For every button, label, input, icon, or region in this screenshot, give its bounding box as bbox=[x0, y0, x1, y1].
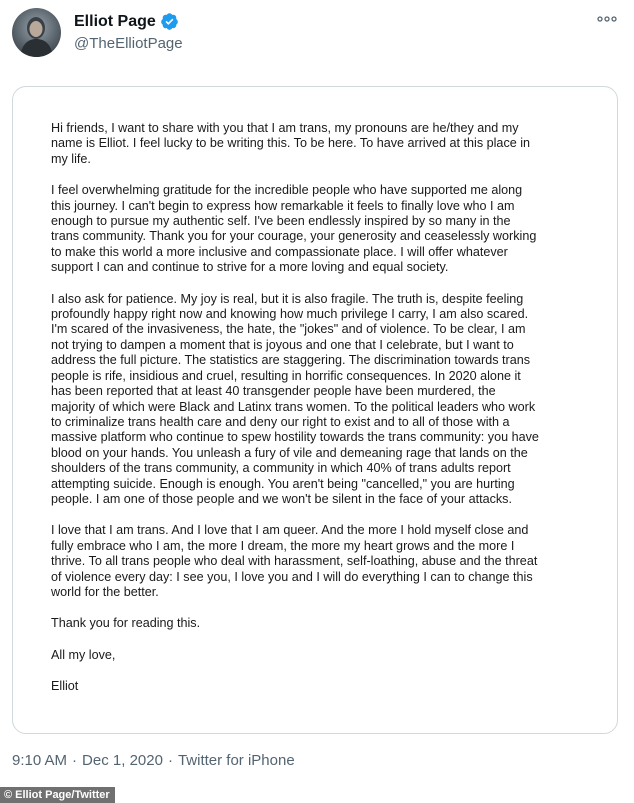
meta-separator: · bbox=[167, 752, 173, 769]
author-display-name[interactable]: Elliot Page bbox=[74, 12, 156, 30]
tweet-header bbox=[0, 0, 634, 70]
avatar-photo-icon bbox=[12, 8, 61, 57]
avatar[interactable] bbox=[12, 8, 61, 57]
letter-paragraph-3: I also ask for patience. My joy is real, but it is also fragile. The truth is, despite feeling profoundly happy right now and knowing how much privilege I carry, I am also scared. I'm scared of the invasiveness, the hate, the "jokes" and of violence. To be clear, I am not trying to dampen a moment that is joyous and one that I celebrate, but I want to address the full picture. The statistics are staggering. The discrimination towards trans people is rife, insidious and cruel, resulting in horrific consequences. In 2020 alone it has been reported that at least 40 transgender people have been murdered, the majority of which were Black and Latinx trans women. To the political leaders who work to criminalize trans health care and deny our right to exist and to all of those with a massive platform who continue to spew hostility towards the trans community: you have blood on your hands. You unleash a fury of vile and demeaning rage that lands on the shoulders of the trans community, a community in which 40% of trans adults report attempting suicide. Enough is enough. You aren't being "cancelled," you are hurting people. I am one of those people and we won't be silent in the face of your attacks. bbox=[51, 291, 539, 506]
letter-image[interactable] bbox=[12, 86, 618, 734]
verified-badge-icon bbox=[160, 12, 179, 31]
tweet-meta bbox=[12, 752, 295, 769]
photo-credit: © Elliot Page/Twitter bbox=[0, 787, 115, 803]
letter-signature: Elliot bbox=[51, 679, 79, 694]
tweet-source[interactable]: Twitter for iPhone bbox=[177, 752, 295, 769]
letter-paragraph-1: Hi friends, I want to share with you that I am trans, my pronouns are he/they and my name is Elliot. I feel lucky to be writing this. To be here. To have arrived at this place in my life. bbox=[51, 121, 531, 166]
author-handle[interactable]: @TheElliotPage bbox=[74, 35, 183, 52]
letter-closing-thanks: Thank you for reading this. bbox=[51, 616, 201, 631]
more-options-icon[interactable] bbox=[596, 12, 618, 26]
letter-text bbox=[51, 121, 585, 711]
tweet-date[interactable]: Dec 1, 2020 bbox=[82, 752, 163, 769]
letter-paragraph-4: I love that I am trans. And I love that I am queer. And the more I hold myself close and fully embrace who I am, the more I dream, the more my heart grows and the more I thrive. To all trans people who deal with harassment, self-loathing, abuse and the threat of violence every day: I see you, I love you and I will do everything I can to change this world for the better. bbox=[51, 523, 538, 599]
author-name-row bbox=[74, 12, 179, 31]
letter-sign-off: All my love, bbox=[51, 647, 116, 662]
meta-separator: · bbox=[72, 752, 78, 769]
letter-paragraph-2: I feel overwhelming gratitude for the incredible people who have supported me along this journey. I can't begin to express how remarkable it feels to finally love who I am enough to pursue my authentic self. I've been endlessly inspired by so many in the trans community. Thank you for your courage, your generosity and ceaselessly working to make this world a more inclusive and compassionate place. I will offer whatever support I can and continue to strive for a more loving and equal society. bbox=[51, 183, 537, 275]
tweet-time[interactable]: 9:10 AM bbox=[12, 752, 68, 769]
